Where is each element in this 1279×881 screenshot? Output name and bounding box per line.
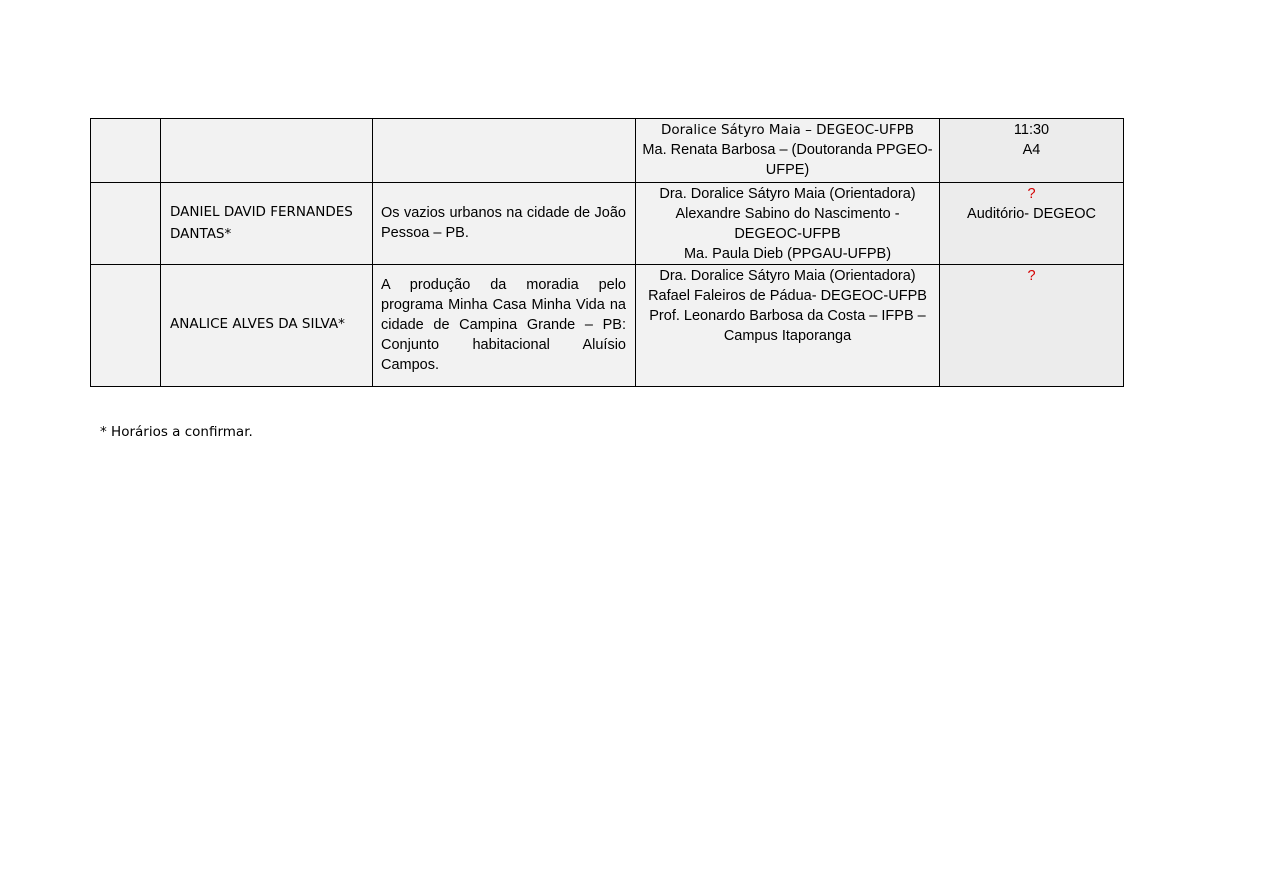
board-member: Rafael Faleiros de Pádua- DEGEOC-UFPB xyxy=(648,288,927,304)
board-cell xyxy=(636,265,940,387)
student-cell: DANIEL DAVID FERNANDES DANTAS* xyxy=(161,183,373,265)
board-cell xyxy=(636,119,940,183)
number-cell xyxy=(91,183,161,265)
board-cell xyxy=(636,183,940,265)
unconfirmed-mark: ? xyxy=(1027,268,1036,284)
table-row xyxy=(91,183,1124,265)
time-room-cell xyxy=(940,183,1124,265)
board-member: Dra. Doralice Sátyro Maia (Orientadora) xyxy=(659,268,916,284)
time-room-cell xyxy=(940,265,1124,387)
time-label: 11:30 xyxy=(1013,122,1050,138)
board-member: Prof. Leonardo Barbosa da Costa – IFPB – Campus Itaporanga xyxy=(649,308,926,344)
schedule-table xyxy=(90,118,1124,387)
student-cell: ANALICE ALVES DA SILVA* xyxy=(161,265,373,387)
student-cell xyxy=(161,119,373,183)
footnote: * Horários a confirmar. xyxy=(100,424,253,440)
board-member: Dra. Doralice Sátyro Maia (Orientadora) xyxy=(659,186,916,202)
table-row xyxy=(91,265,1124,387)
title-cell: Os vazios urbanos na cidade de João Pessoa – PB. xyxy=(373,183,636,265)
room-label: A4 xyxy=(1022,142,1041,158)
title-cell: A produção da moradia pelo programa Minha Casa Minha Vida na cidade de Campina Grande – PB: Conjunto habitacional Aluísio Campos. xyxy=(373,265,636,387)
room-label: Auditório- DEGEOC xyxy=(967,206,1096,222)
title-cell xyxy=(373,119,636,183)
unconfirmed-mark: ? xyxy=(1027,186,1036,202)
table-row xyxy=(91,119,1124,183)
board-member: Ma. Renata Barbosa – (Doutoranda PPGEO-UFPE) xyxy=(642,142,933,178)
board-member: Ma. Paula Dieb (PPGAU-UFPB) xyxy=(683,246,892,262)
number-cell xyxy=(91,265,161,387)
number-cell xyxy=(91,119,161,183)
board-member: Doralice Sátyro Maia – DEGEOC-UFPB xyxy=(660,122,915,138)
time-room-cell xyxy=(940,119,1124,183)
board-member: Alexandre Sabino do Nascimento - DEGEOC-UFPB xyxy=(675,206,900,242)
